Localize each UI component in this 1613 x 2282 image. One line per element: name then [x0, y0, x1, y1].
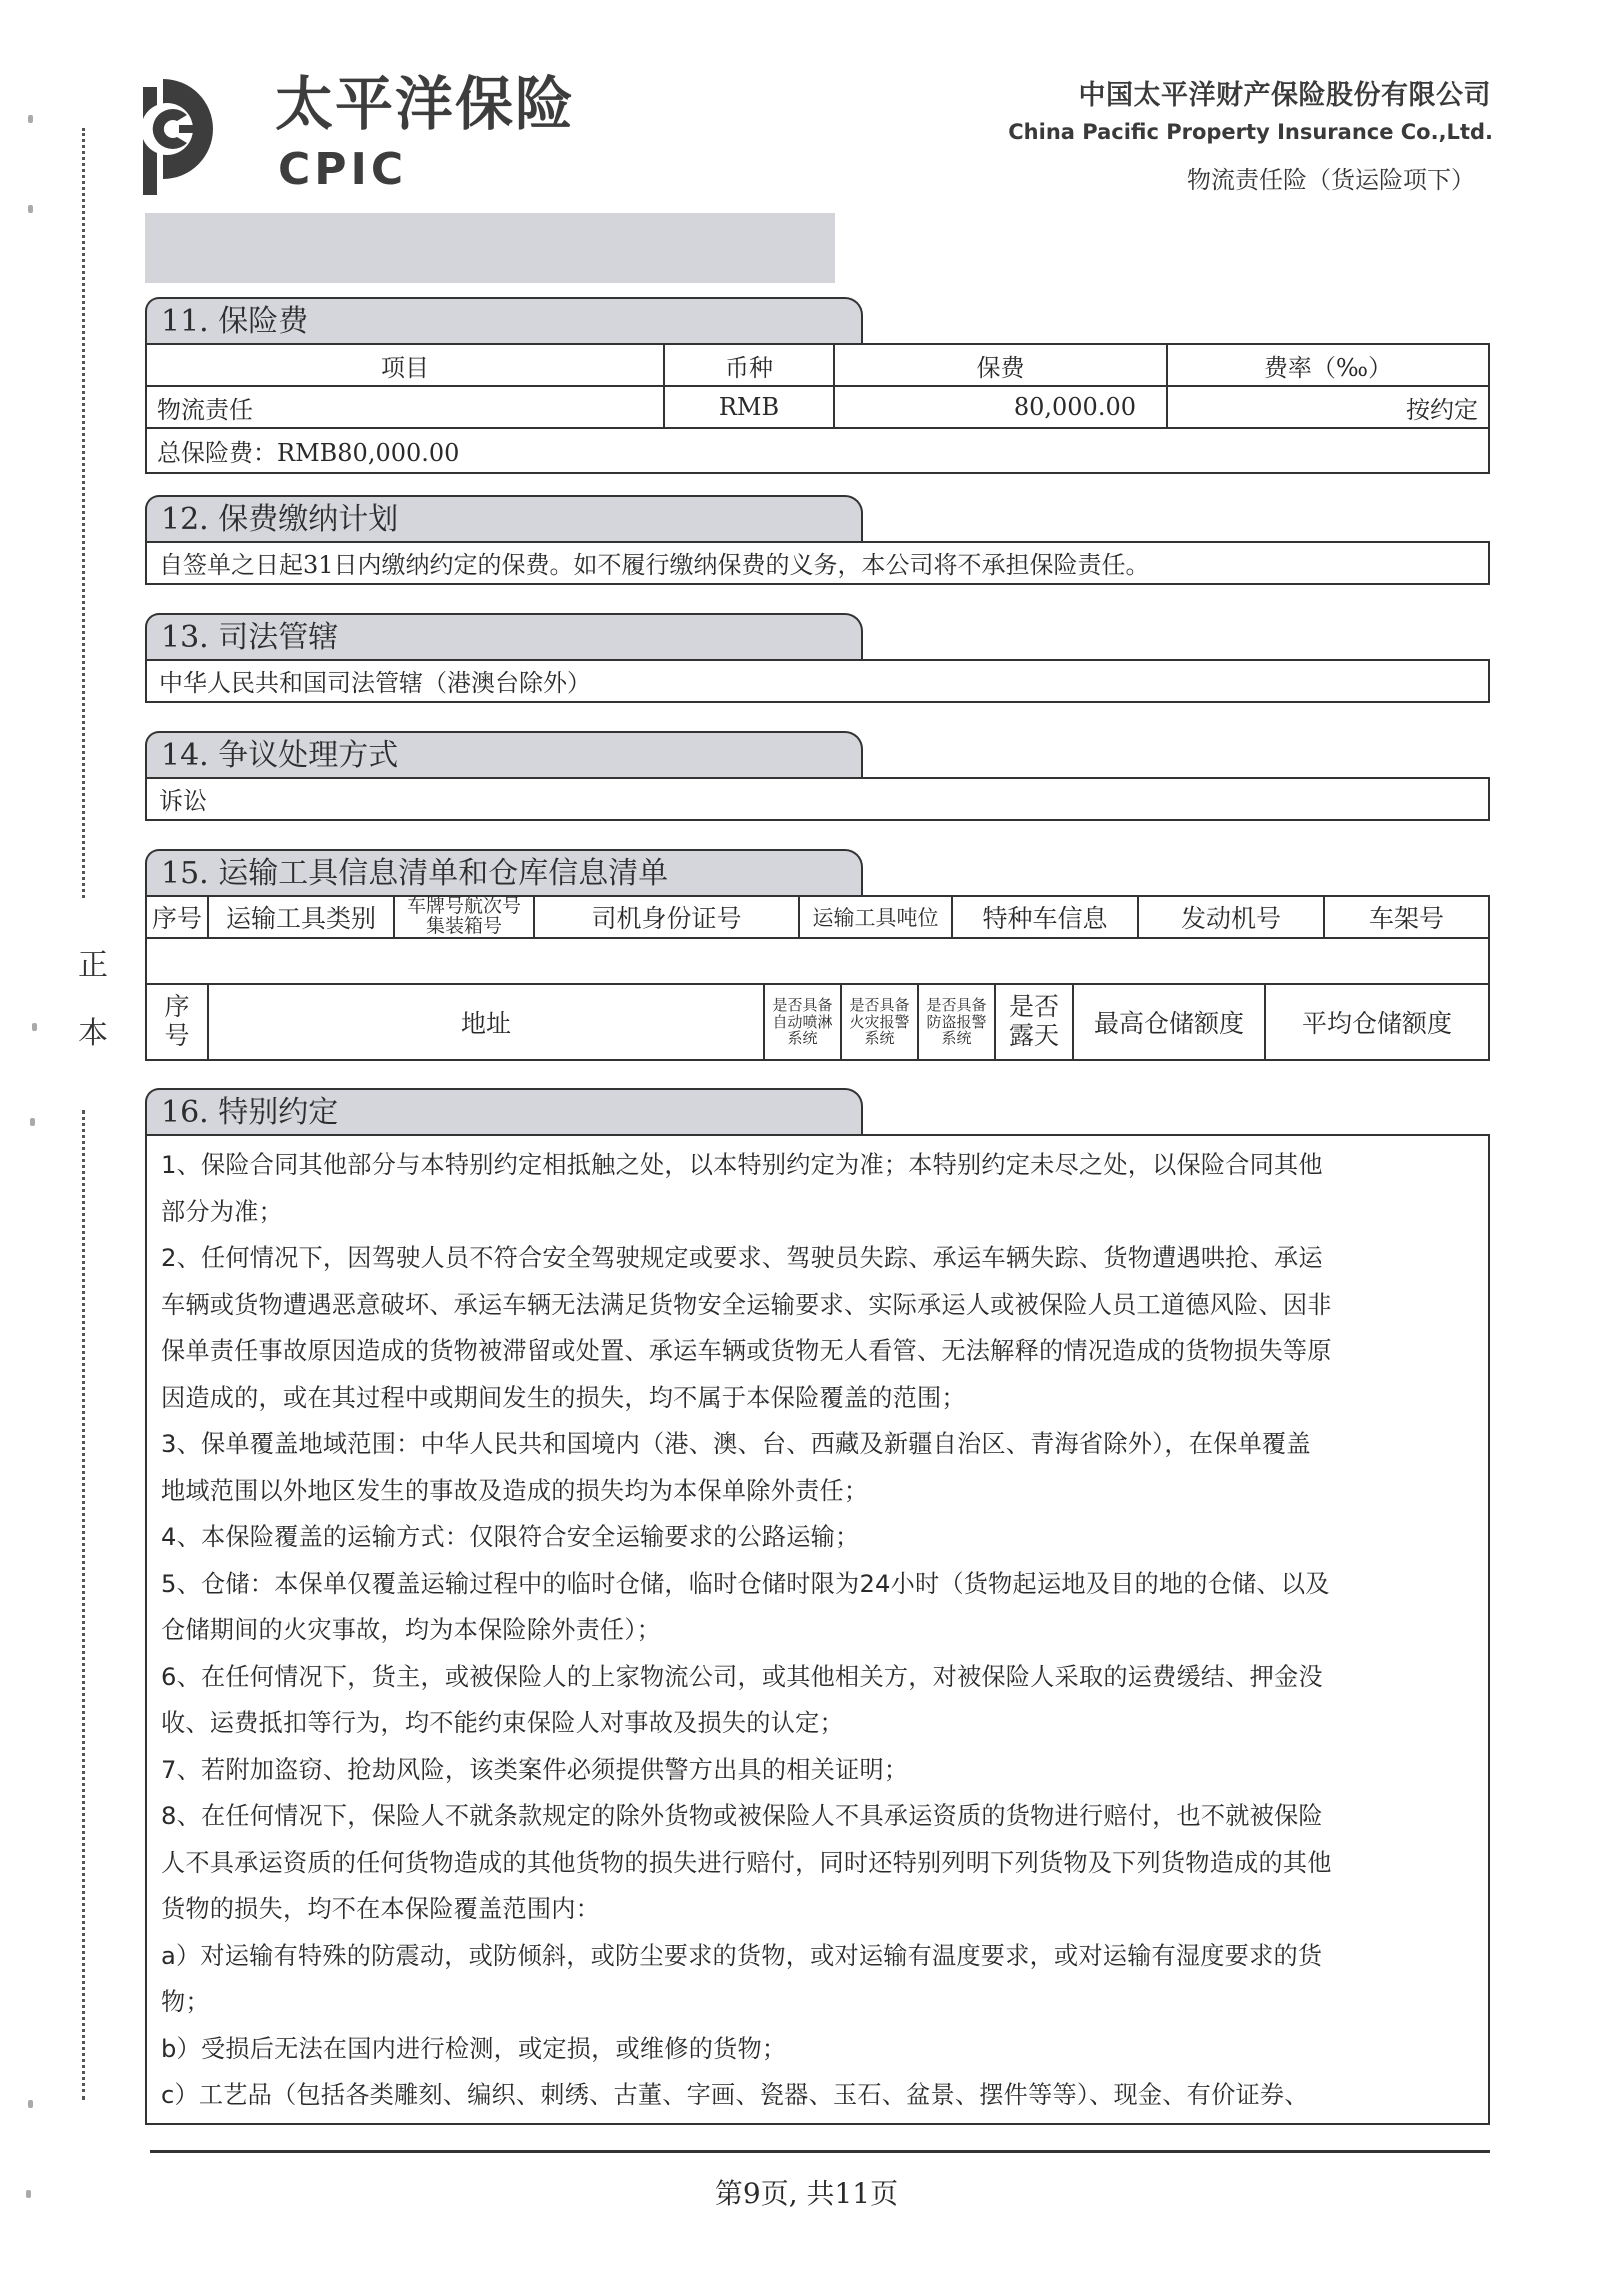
label-line: 自动喷淋 — [772, 1012, 833, 1031]
dispute-text: 诉讼 — [145, 777, 1490, 821]
footer-divider — [150, 2150, 1490, 2153]
column-header: 保费 — [834, 344, 1167, 386]
section-title: 12. 保费缴纳计划 — [145, 495, 863, 541]
page-number: 第9页, 共11页 — [714, 2177, 899, 2210]
section-title: 13. 司法管辖 — [145, 613, 863, 659]
binding-dotted-line-bottom — [82, 1110, 85, 2100]
redacted-block — [145, 213, 835, 283]
seq-label-line1: 序 — [164, 992, 190, 1022]
original-copy-mark-2: 本 — [78, 1016, 108, 1051]
label-line: 露天 — [1008, 1021, 1059, 1050]
item-cell: 物流责任 — [146, 386, 664, 428]
column-header-seq: 序号 — [146, 896, 208, 938]
currency-cell: RMB — [664, 386, 834, 428]
section-premium — [145, 297, 1490, 474]
label-line: 防盗报警 — [926, 1012, 987, 1031]
label-line: 系统 — [864, 1029, 895, 1048]
warehouse-table — [145, 983, 1490, 1061]
section-vehicles-warehouses — [145, 849, 1490, 1061]
total-premium: 总保险费：RMB80,000.00 — [146, 428, 1489, 473]
special-term-line: b）受损后无法在国内进行检测，或定损，或维修的货物； — [161, 2034, 787, 2063]
rate-cell: 按约定 — [1167, 386, 1489, 428]
premium-table — [145, 343, 1490, 474]
vehicle-table — [145, 895, 1490, 985]
column-header-tonnage: 运输工具吨位 — [799, 896, 952, 938]
plate-label-line1: 车牌号航次号 — [406, 895, 521, 918]
special-term-line: 5、仓储：本保单仅覆盖运输过程中的临时仓储，临时仓储时限为24小时（货物起运地及目的地的仓储、以及 — [161, 1569, 1330, 1598]
special-term-line: 物； — [161, 1988, 210, 2016]
column-header-driver-id: 司机身份证号 — [534, 896, 799, 938]
column-header-engine: 发动机号 — [1138, 896, 1324, 938]
column-header-sprinkler — [764, 984, 841, 1060]
scan-speck — [32, 1023, 37, 1031]
special-term-line: 人不具承运资质的任何货物造成的其他货物的损失进行赔付，同时还特别列明下列货物及下列货物造成的其他 — [161, 1848, 1332, 1877]
column-header-plate — [394, 896, 534, 938]
label-line: 是否 — [1008, 992, 1059, 1022]
cpic-logo-icon — [143, 75, 215, 195]
special-term-line: 1、保险合同其他部分与本特别约定相抵触之处，以本特别约定为准；本特别约定未尽之处，以保险合同其他 — [161, 1151, 1323, 1179]
label-line: 是否具备 — [772, 996, 833, 1015]
company-name-cn: 中国太平洋财产保险股份有限公司 — [1078, 80, 1491, 111]
column-header-vehicle-type: 运输工具类别 — [208, 896, 394, 938]
special-term-line: 仓储期间的火灾事故，均为本保险除外责任）； — [161, 1616, 662, 1644]
label-line: 是否具备 — [926, 996, 987, 1015]
column-header: 费率（‰） — [1167, 344, 1489, 386]
vehicle-header-row — [146, 896, 1489, 938]
scan-speck — [28, 205, 33, 213]
special-term-line: 6、在任何情况下，货主，或被保险人的上家物流公司，或其他相关方，对被保险人采取的运费缓结、押金没 — [161, 1662, 1323, 1691]
column-header-fire-alarm — [841, 984, 918, 1060]
column-header-open-air — [995, 984, 1073, 1060]
company-name-en: China Pacific Property Insurance Co.,Ltd. — [1008, 120, 1493, 144]
brand-name-en: CPIC — [278, 144, 408, 195]
plate-label-line2: 集装箱号 — [425, 915, 502, 937]
column-header-avg-storage: 平均仓储额度 — [1265, 984, 1489, 1060]
label-line: 系统 — [787, 1029, 818, 1048]
special-term-line: 部分为准； — [161, 1197, 283, 1226]
special-term-line: 3、保单覆盖地域范围：中华人民共和国境内（港、澳、台、西藏及新疆自治区、青海省除外），在保单覆盖 — [161, 1430, 1311, 1458]
scan-speck — [28, 115, 33, 123]
special-term-line: a）对运输有特殊的防震动，或防倾斜，或防尘要求的货物，或对运输有温度要求，或对运输有湿度要求的货 — [161, 1941, 1323, 1970]
seq-label-line2: 号 — [164, 1021, 190, 1050]
premium-cell: 80,000.00 — [834, 386, 1167, 428]
payment-plan-text: 自签单之日起31日内缴纳约定的保费。如不履行缴纳保费的义务，本公司将不承担保险责任。 — [145, 541, 1490, 585]
section-title: 14. 争议处理方式 — [145, 731, 863, 777]
label-line: 系统 — [941, 1029, 972, 1048]
section-special-terms — [145, 1088, 1490, 2125]
vehicle-empty-row — [146, 938, 1489, 984]
section-payment-plan — [145, 495, 1490, 585]
section-title: 16. 特别约定 — [145, 1088, 863, 1134]
special-term-line: 8、在任何情况下，保险人不就条款规定的除外货物或被保险人不具承运资质的货物进行赔付，也不就被保险 — [161, 1802, 1323, 1830]
special-term-line: 收、运费抵扣等行为，均不能约束保险人对事故及损失的认定； — [161, 1709, 844, 1737]
scan-speck — [28, 2100, 33, 2108]
binding-dotted-line-top — [82, 128, 85, 898]
special-terms-body — [145, 1134, 1490, 2125]
total-row — [146, 428, 1489, 473]
special-term-line: 4、本保险覆盖的运输方式：仅限符合安全运输要求的公路运输； — [161, 1523, 860, 1551]
special-term-line: 保单责任事故原因造成的货物被滞留或处置、承运车辆或货物无人看管、无法解释的情况造成的货物损失等原 — [161, 1337, 1332, 1365]
column-header-address: 地址 — [208, 984, 764, 1060]
label-line: 是否具备 — [849, 996, 910, 1015]
empty-cell — [146, 938, 1489, 984]
section-title: 11. 保险费 — [145, 297, 863, 343]
column-header-theft-alarm — [918, 984, 995, 1060]
column-header-seq — [146, 984, 208, 1060]
table-row — [146, 386, 1489, 428]
column-header: 项目 — [146, 344, 664, 386]
brand-name-cn: 太平洋保险 — [275, 70, 576, 138]
special-term-line: 因造成的，或在其过程中或期间发生的损失，均不属于本保险覆盖的范围； — [161, 1383, 966, 1412]
scan-speck — [30, 1118, 35, 1126]
product-name: 物流责任险（货运险项下） — [1187, 166, 1475, 194]
section-dispute — [145, 731, 1490, 821]
original-copy-mark-1: 正 — [78, 948, 108, 983]
special-term-line: 7、若附加盗窃、抢劫风险，该类案件必须提供警方出具的相关证明； — [161, 1755, 909, 1784]
column-header-max-storage: 最高仓储额度 — [1073, 984, 1265, 1060]
special-term-line: c）工艺品（包括各类雕刻、编织、刺绣、古董、字画、瓷器、玉石、盆景、摆件等等）、现金、有价证券、 — [161, 2081, 1309, 2109]
warehouse-header-row — [146, 984, 1489, 1060]
label-line: 火灾报警 — [849, 1012, 910, 1031]
special-term-line: 货物的损失，均不在本保险覆盖范围内： — [161, 1895, 600, 1923]
special-term-line: 地域范围以外地区发生的事故及造成的损失均为本保单除外责任； — [161, 1476, 869, 1505]
column-header-special: 特种车信息 — [952, 896, 1138, 938]
column-header-frame: 车架号 — [1324, 896, 1489, 938]
section-jurisdiction — [145, 613, 1490, 703]
section-title: 15. 运输工具信息清单和仓库信息清单 — [145, 849, 863, 895]
column-header: 币种 — [664, 344, 834, 386]
jurisdiction-text: 中华人民共和国司法管辖（港澳台除外） — [145, 659, 1490, 703]
table-header-row — [146, 344, 1489, 386]
special-term-line: 2、任何情况下，因驾驶人员不符合安全驾驶规定或要求、驾驶员失踪、承运车辆失踪、货物遭遇哄抢、承运 — [161, 1244, 1323, 1272]
special-term-line: 车辆或货物遭遇恶意破坏、承运车辆无法满足货物安全运输要求、实际承运人或被保险人员工道德风险、因非 — [161, 1290, 1332, 1319]
